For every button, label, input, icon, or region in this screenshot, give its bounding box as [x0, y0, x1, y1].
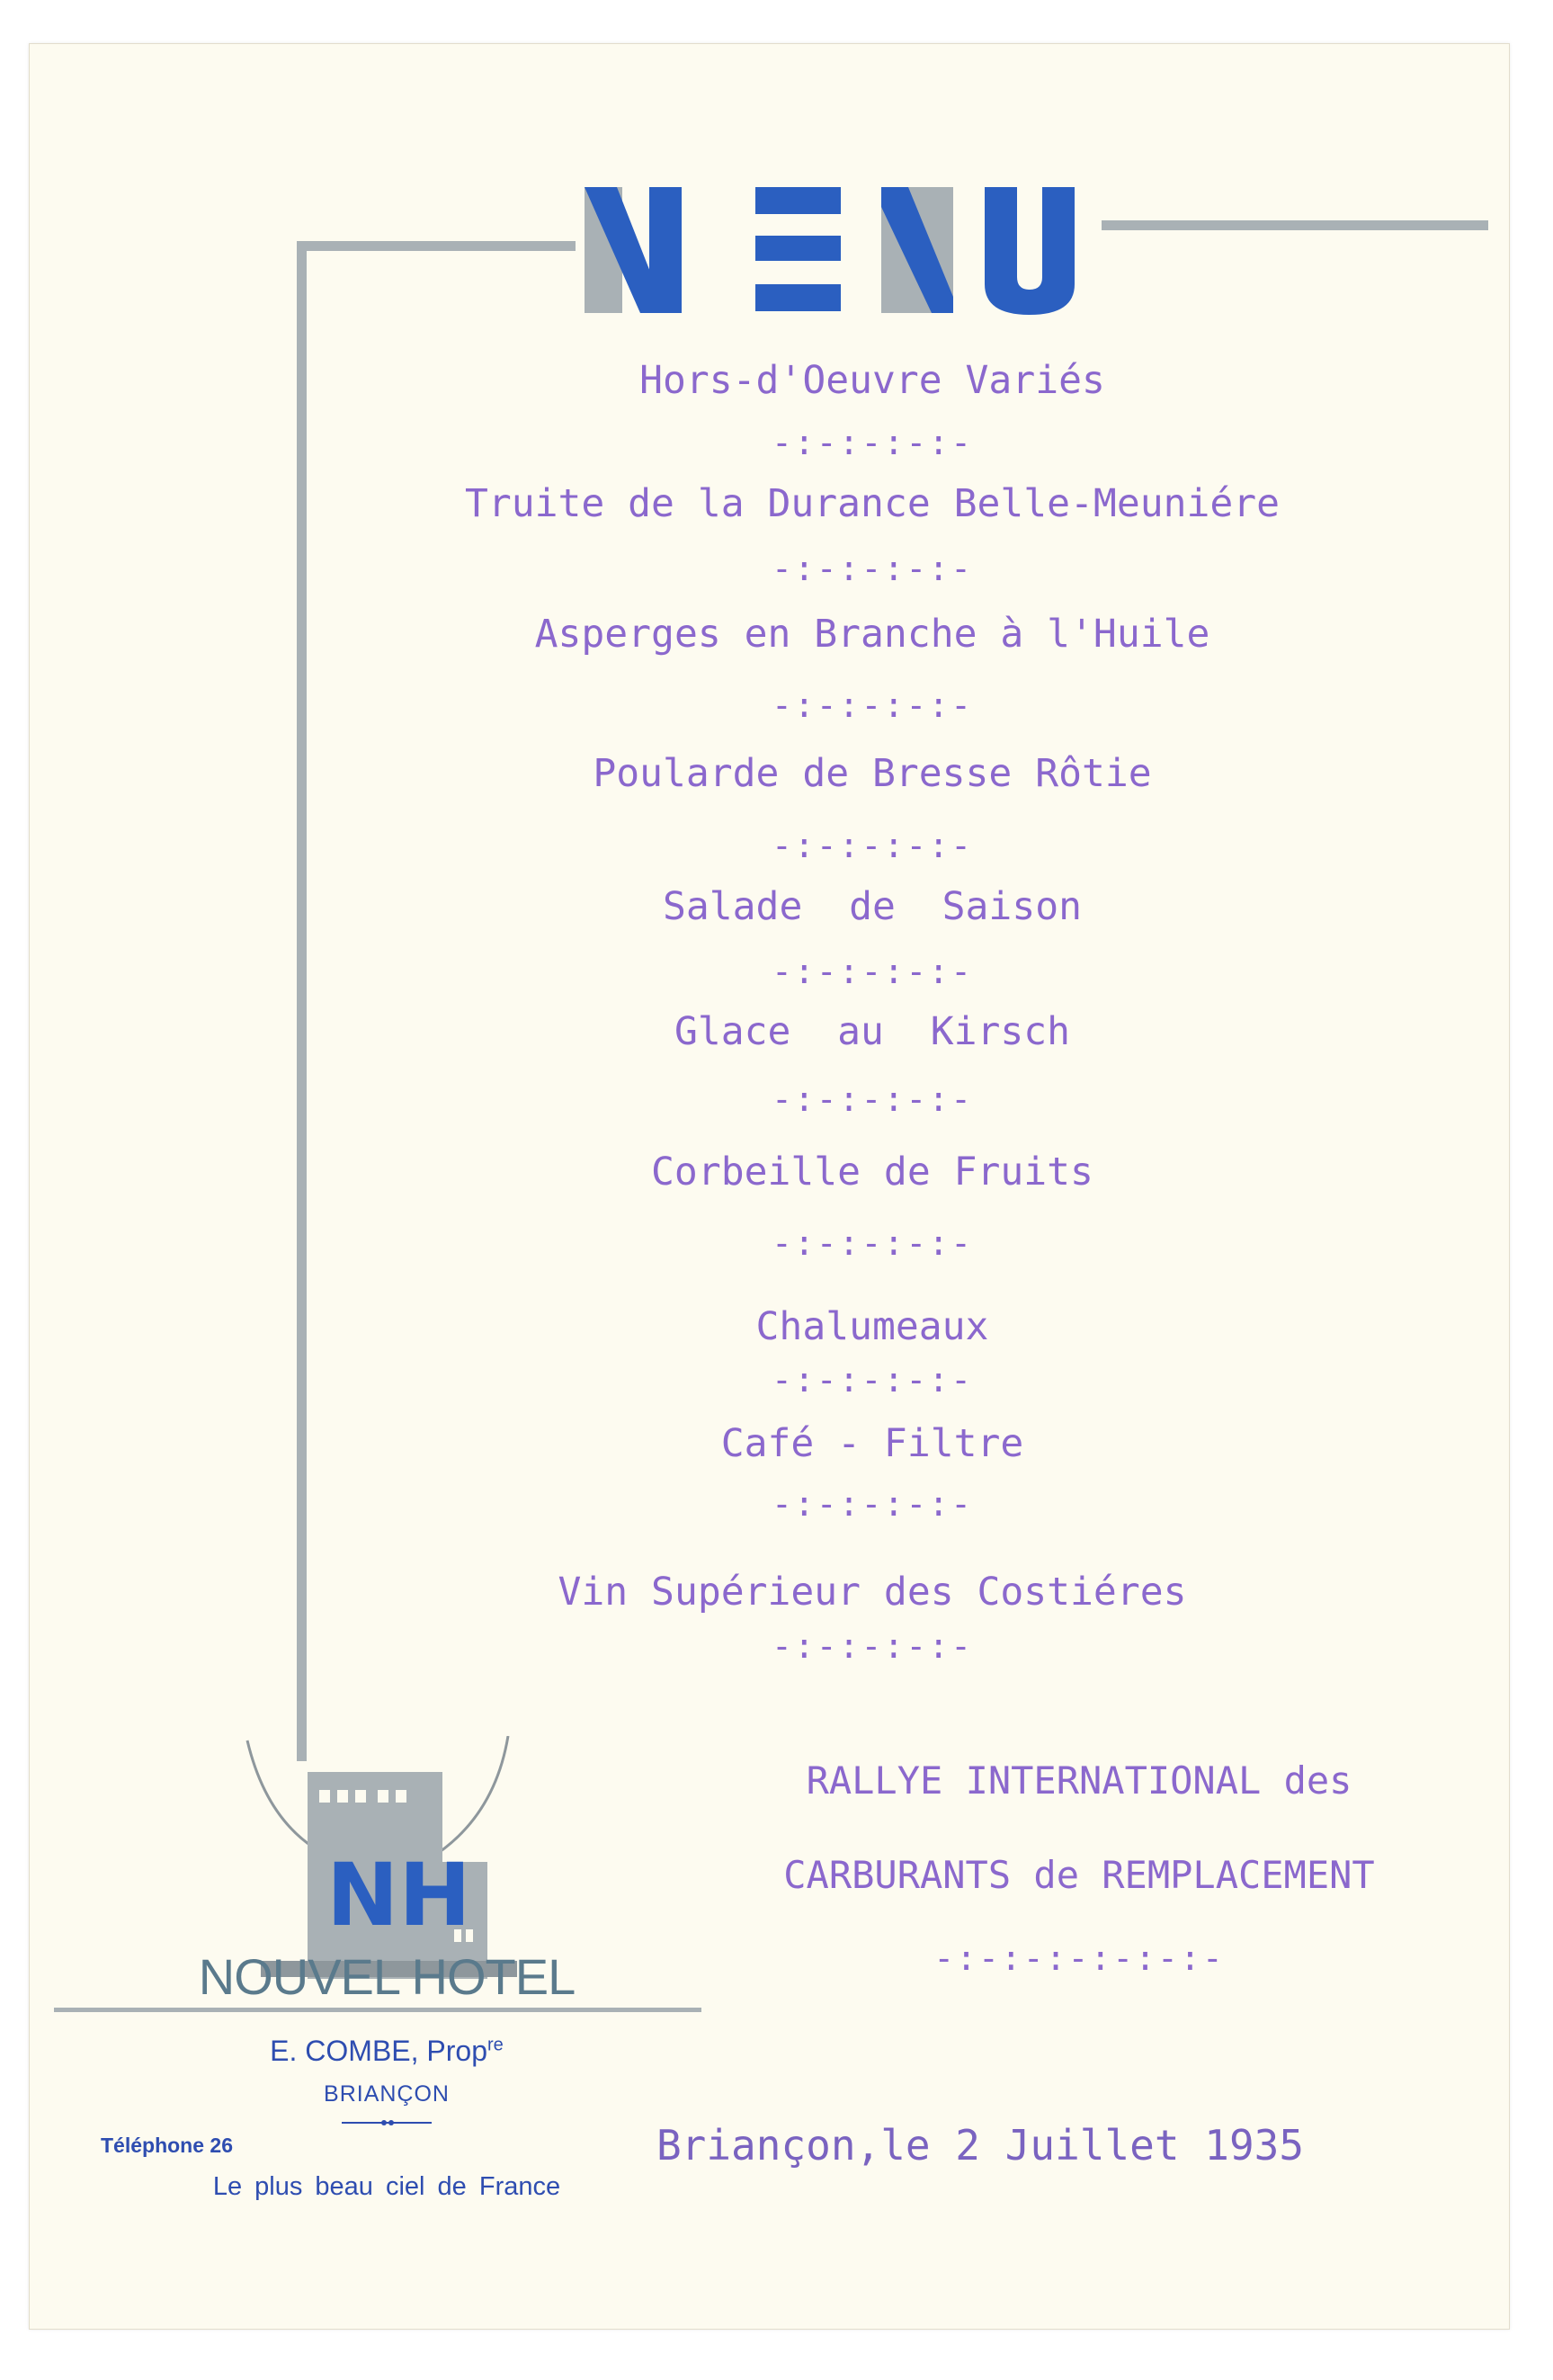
menu-dish: Salade de Saison [663, 884, 1082, 929]
menu-separator: -:-:-:-:- [772, 685, 973, 725]
menu-dish: Glace au Kirsch [674, 1009, 1071, 1054]
hotel-slogan: Le plus beau ciel de France [212, 2172, 561, 2201]
event-separator: -:-:-:-:-:-:- [933, 1938, 1225, 1978]
hotel-name: NOUVEL HOTEL [198, 1948, 576, 2005]
menu-dish: Asperges en Branche à l'Huile [534, 612, 1210, 657]
menu-title-lettering [585, 180, 1088, 315]
frame-line-top-left [297, 241, 576, 251]
hotel-divider [54, 2008, 701, 2012]
menu-separator: -:-:-:-:- [772, 1626, 973, 1666]
menu-dish: Hors-d'Oeuvre Variés [639, 358, 1105, 403]
menu-separator: -:-:-:-:- [772, 826, 973, 865]
ornament-icon [342, 2114, 432, 2132]
hotel-owner-sup: re [487, 2035, 504, 2055]
menu-separator: -:-:-:-:- [772, 1484, 973, 1524]
menu-dish: Truite de la Durance Belle-Meuniére [464, 481, 1281, 526]
menu-dish: Café - Filtre [720, 1421, 1024, 1466]
menu-separator: -:-:-:-:- [772, 1360, 973, 1400]
menu-date: Briançon,le 2 Juillet 1935 [656, 2121, 1305, 2170]
menu-separator: -:-:-:-:- [772, 549, 973, 588]
hotel-owner-name: E. COMBE, Prop [270, 2035, 488, 2067]
frame-line-top-right [1102, 220, 1488, 230]
frame-line-vertical [297, 241, 307, 1761]
menu-separator: -:-:-:-:- [772, 1079, 973, 1119]
hotel-town: BRIANÇON [324, 2081, 450, 2107]
hotel-owner [180, 2035, 594, 2068]
event-title-line2: CARBURANTS de REMPLACEMENT [783, 1853, 1375, 1897]
hotel-phone: Téléphone 26 [101, 2134, 233, 2157]
menu-dish: Corbeille de Fruits [651, 1150, 1093, 1194]
menu-dish: Chalumeaux [755, 1304, 989, 1349]
menu-dish: Vin Supérieur des Costiéres [558, 1570, 1187, 1615]
menu-title [585, 180, 1088, 315]
menu-separator: -:-:-:-:- [772, 1223, 973, 1263]
hotel-monogram: NH [326, 1845, 471, 1946]
event-title-line1: RALLYE INTERNATIONAL des [806, 1758, 1352, 1803]
menu-separator: -:-:-:-:- [772, 423, 973, 462]
menu-separator: -:-:-:-:- [772, 952, 973, 991]
menu-dish: Poularde de Bresse Rôtie [593, 751, 1152, 796]
